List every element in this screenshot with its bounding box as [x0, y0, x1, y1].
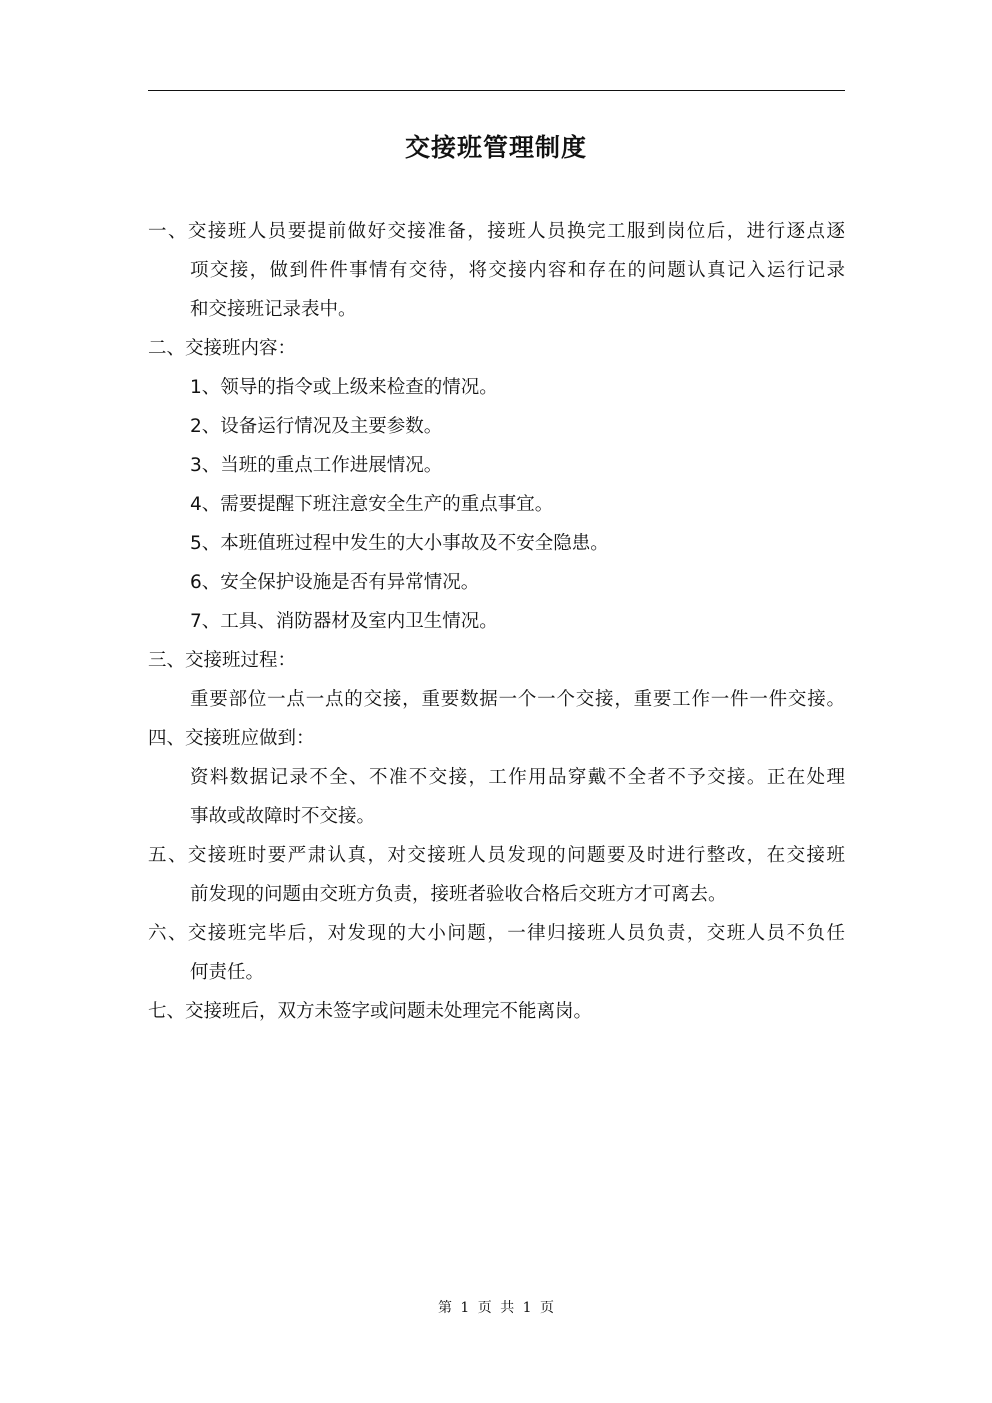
- section-3-heading: 三、交接班过程：: [148, 650, 297, 671]
- header-rule: [148, 90, 845, 91]
- document-body: [148, 212, 845, 1031]
- document-title: 交接班管理制度: [404, 133, 587, 162]
- section-2-item-7: 7、工具、消防器材及室内卫生情况。: [190, 611, 498, 632]
- section-1-line-2: 项交接，做到件件事情有交待，将交接内容和存在的问题认真记入运行记录: [190, 260, 845, 281]
- section-2-item-2: 2、设备运行情况及主要参数。: [190, 416, 443, 437]
- section-1-line-1: 一、交接班人员要提前做好交接准备，接班人员换完工服到岗位后，进行逐点逐: [148, 221, 845, 242]
- section-2-item-6: 6、安全保护设施是否有异常情况。: [190, 572, 480, 593]
- section-3-text: 重要部位一点一点的交接，重要数据一个一个交接，重要工作一件一件交接。: [190, 689, 845, 710]
- section-6-line-1: 六、交接班完毕后，对发现的大小问题，一律归接班人员负责，交班人员不负任: [148, 923, 845, 944]
- section-2-heading: 二、交接班内容：: [148, 338, 297, 359]
- section-2-item-1: 1、领导的指令或上级来检查的情况。: [190, 377, 498, 398]
- section-4-line-1: 资料数据记录不全、不准不交接，工作用品穿戴不全者不予交接。正在处理: [190, 767, 845, 788]
- section-4-line-2: 事故或故障时不交接。: [190, 806, 376, 827]
- page-number: 第 1 页 共 1 页: [437, 1300, 555, 1316]
- section-7-line-1: 七、交接班后，双方未签字或问题未处理完不能离岗。: [148, 1001, 593, 1022]
- section-6-line-2: 何责任。: [190, 962, 265, 983]
- section-2-item-4: 4、需要提醒下班注意安全生产的重点事宜。: [190, 494, 554, 515]
- section-4-heading: 四、交接班应做到：: [148, 728, 315, 749]
- section-5-line-2: 前发现的问题由交班方负责，接班者验收合格后交班方才可离去。: [190, 884, 727, 905]
- section-2-item-3: 3、当班的重点工作进展情况。: [190, 455, 443, 476]
- section-1-line-3: 和交接班记录表中。: [190, 299, 357, 320]
- section-2-item-5: 5、本班值班过程中发生的大小事故及不安全隐患。: [190, 533, 609, 554]
- section-5-line-1: 五、交接班时要严肃认真，对交接班人员发现的问题要及时进行整改，在交接班: [148, 845, 845, 866]
